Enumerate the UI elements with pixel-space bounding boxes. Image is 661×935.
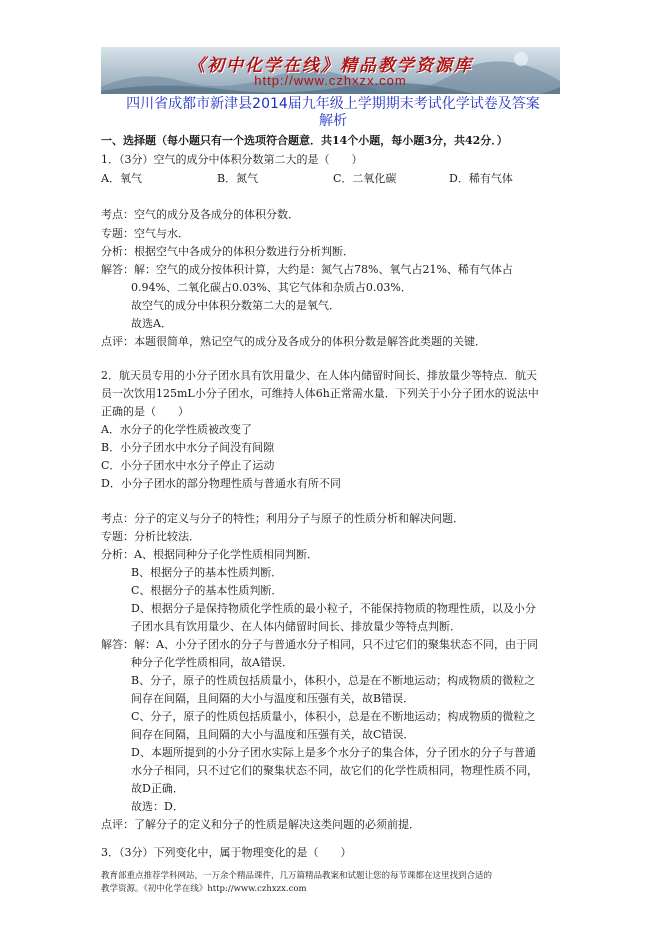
q2-jieda-c: C、分子，原子的性质包括质量小，体积小，总是在不断地运动；构成物质的微粒之 <box>131 710 536 723</box>
banner-title: 《初中化学在线》精品教学资源库 <box>188 56 473 76</box>
q1-option-d: D．稀有气体 <box>449 172 513 185</box>
q2-answer: 故选：D． <box>131 800 184 813</box>
q2-dianping: 点评：了解分子的定义和分子的性质是解决这类问题的必须前提． <box>101 818 420 831</box>
section-heading: 一、选择题（每小题只有一个选项符合题意．共14个小题，每小题3分，共42分．） <box>101 134 508 147</box>
q2-option-c: C．小分子团水中水分子停止了运动 <box>101 459 275 472</box>
header-banner <box>101 47 560 94</box>
q2-option-b: B．小分子团水中水分子间没有间隙 <box>101 441 275 454</box>
q1-dianping: 点评：本题很简单，熟记空气的成分及各成分的体积分数是解答此类题的关键． <box>101 335 486 348</box>
q1-kaodian: 考点：空气的成分及各成分的体积分数． <box>101 208 299 221</box>
q2-jieda-d-line3: 故D正确． <box>131 782 184 795</box>
q2-jieda-b: B、分子，原子的性质包括质量小，体积小，总是在不断地运动；构成物质的微粒之 <box>131 674 536 687</box>
q3-stem: 3．（3分）下列变化中，属于物理变化的是（ ） <box>101 846 352 859</box>
q2-jieda-b-line2: 间存在间隔，且间隔的大小与温度和压强有关，故B错误． <box>131 692 415 705</box>
q2-kaodian: 考点：分子的定义与分子的特性；利用分子与原子的性质分析和解决问题． <box>101 512 464 525</box>
q2-fenxi-b: B、根据分子的基本性质判断． <box>131 566 283 579</box>
q2-jieda-d: D、本题所提到的小分子团水实际上是多个水分子的集合体，分子团水的分子与普通 <box>131 746 536 759</box>
document-title: 四川省成都市新津县2014届九年级上学期期末考试化学试卷及答案 <box>126 96 540 112</box>
q2-option-a: A．水分子的化学性质被改变了 <box>101 423 252 436</box>
q2-jieda-d-line2: 水分子相同，只不过它们的聚集状态不同，故它们的化学性质相同，物理性质不同， <box>131 764 538 777</box>
q2-fenxi-c: C、根据分子的基本性质判断． <box>131 584 283 597</box>
q1-zhuanti: 专题：空气与水． <box>101 227 189 240</box>
q1-jieda: 解答：解：空气的成分按体积计算，大约是：氮气占78%、氧气占21%、稀有气体占 <box>101 263 513 276</box>
q1-fenxi: 分析：根据空气中各成分的体积分数进行分析判断． <box>101 245 354 258</box>
q2-fenxi-d-line2: 子团水具有饮用量少、在人体内储留时间长、排放量少等特点判断． <box>131 620 461 633</box>
q1-jieda-line2: 0.94%、二氧化碳占0.03%、其它气体和杂质占0.03%． <box>131 281 412 294</box>
document-title-continued: 解析 <box>319 113 347 129</box>
q2-jieda-c-line2: 间存在间隔，且间隔的大小与温度和压强有关，故C错误． <box>131 728 415 741</box>
q2-jieda-a: 解答：解：A、小分子团水的分子与普通水分子相同，只不过它们的聚集状态不同，由于同 <box>101 638 538 651</box>
q1-stem: 1．（3分）空气的成分中体积分数第二大的是（ ） <box>101 153 363 166</box>
footer-line1: 教育部重点推荐学科网站，一万余个精品课件，几万篇精品教案和试题让您的每节课都在这里找到合适的 <box>101 871 493 881</box>
q1-jieda-line3: 故空气的成分中体积分数第二大的是氧气． <box>131 299 340 312</box>
q2-stem-line2: 员一次饮用125mL小分子团水，可维持人体6h正常需水量．下列关于小分子团水的说法中 <box>101 387 539 400</box>
q2-stem-line3: 正确的是（ ） <box>101 405 189 418</box>
banner-url[interactable]: http://www.czhxzx.com <box>254 73 407 88</box>
q2-jieda-a-line2: 种分子化学性质相同，故A错误． <box>131 656 293 669</box>
footer-line2: 教学资源。《初中化学在线》http://www.czhxzx.com <box>101 884 307 894</box>
q2-fenxi-d: D、根据分子是保持物质化学性质的最小粒子，不能保持物质的物理性质，以及小分 <box>131 602 536 615</box>
q1-answer: 故选A． <box>131 317 172 330</box>
q2-fenxi-a: 分析：A、根据同种分子化学性质相同判断． <box>101 548 318 561</box>
q1-option-b: B．氮气 <box>217 172 259 185</box>
q2-zhuanti: 专题：分析比较法． <box>101 530 200 543</box>
q2-stem-line1: 2．航天员专用的小分子团水具有饮用量少、在人体内储留时间长、排放量少等特点．航天 <box>101 369 537 382</box>
q2-option-d: D．小分子团水的部分物理性质与普通水有所不同 <box>101 477 341 490</box>
q1-option-c: C．二氧化碳 <box>333 172 397 185</box>
q1-option-a: A．氧气 <box>101 172 142 185</box>
